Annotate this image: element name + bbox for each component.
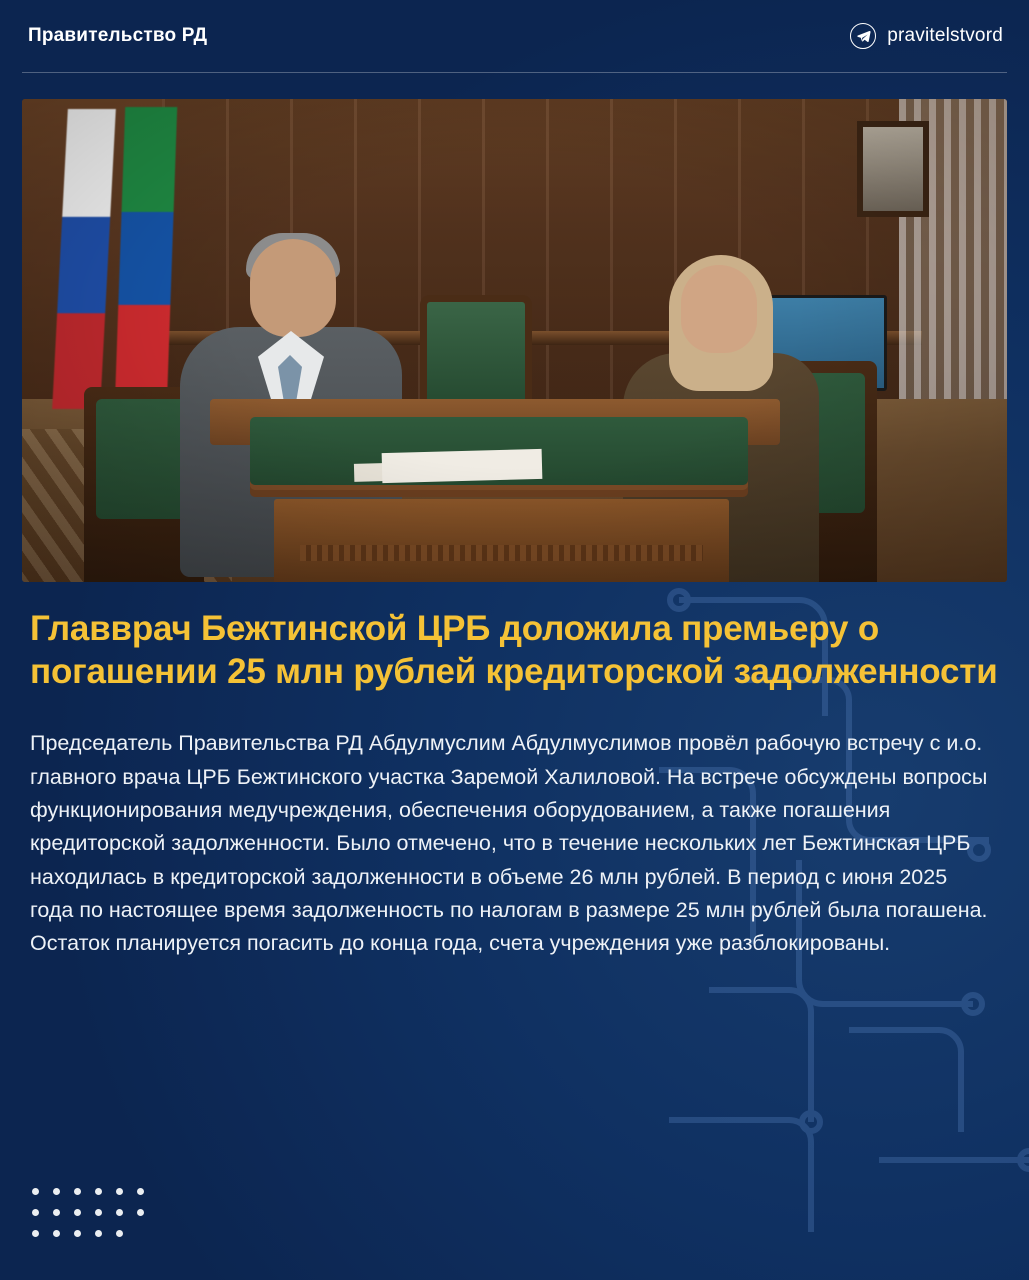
card-header bbox=[0, 0, 1029, 72]
photo-scene bbox=[22, 99, 1007, 582]
channel-name: pravitelstvord bbox=[887, 25, 1003, 46]
telegram-icon bbox=[850, 23, 876, 49]
article-headline: Главврач Бежтинской ЦРБ доложила премьеру о погашении 25 млн рублей кредиторской задолженности bbox=[30, 609, 998, 691]
page-title: Правительство РД bbox=[28, 25, 208, 46]
dot-grid-decoration bbox=[32, 1188, 172, 1244]
article-body: Председатель Правительства РД Абдулмуслим Абдулмуслимов провёл рабочую встречу с и.о. главного врача ЦРБ Бежтинского участка Заремой Халиловой. На встрече обсуждены вопросы функционирования медучреждения, обеспечения оборудованием, а также погашения кредиторской задолженности. Было отмечено, что в течение нескольких лет Бежтинская ЦРБ находилась в кредиторской задолженности в объеме 26 млн рублей. В период с июня 2025 года по настоящее время задолженность по налогам в размере 25 млн рублей была погашена. Остаток планируется погасить до конца года, счета учреждения уже разблокированы. bbox=[30, 731, 988, 956]
photo-vignette bbox=[22, 99, 1007, 582]
article-photo bbox=[22, 99, 1007, 582]
channel-handle[interactable] bbox=[850, 23, 1003, 49]
header-divider bbox=[22, 72, 1007, 73]
